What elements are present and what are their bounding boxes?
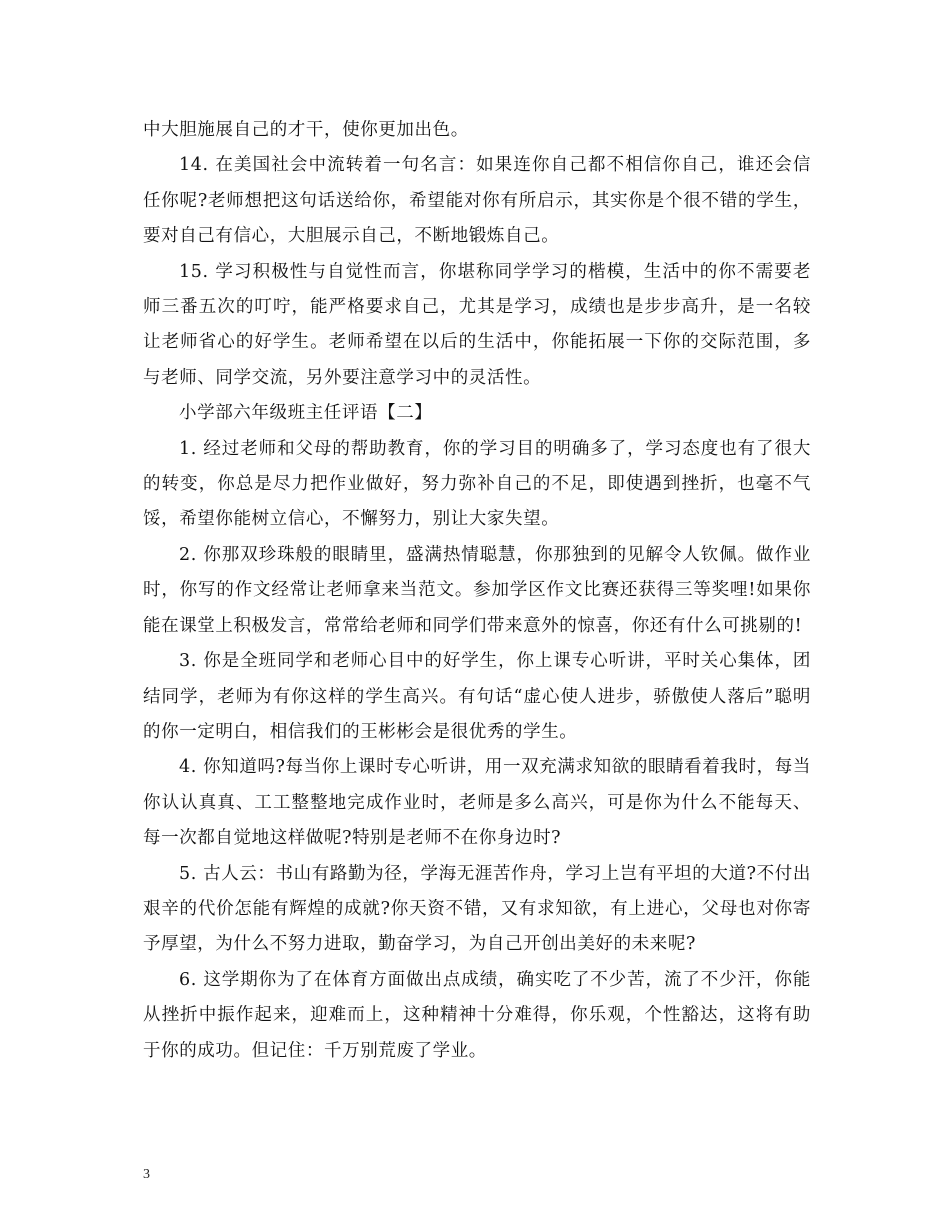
paragraph-item-15: 15. 学习积极性与自觉性而言，你堪称同学学习的楷模，生活中的你不需要老师三番五次的叮咛，能严格要求自己，尤其是学习，成绩也是步步高升，是一名较让老师省心的好学生。老师希望在以后的生活中，你能拓展一下你的交际范围，多与老师、同学交流，另外要注意学习中的灵活性。	[143, 261, 811, 388]
page-number: 3	[143, 1167, 150, 1182]
paragraph-item-2: 2. 你那双珍珠般的眼睛里，盛满热情聪慧，你那独到的见解令人钦佩。做作业时，你写的作文经常让老师拿来当范文。参加学区作文比赛还获得三等奖哩!如果你能在课堂上积极发言，常常给老师和同学们带来意外的惊喜，你还有什么可挑剔的!	[143, 544, 811, 636]
document-body	[143, 113, 811, 1069]
paragraph-item-6: 6. 这学期你为了在体育方面做出点成绩，确实吃了不少苦，流了不少汗，你能从挫折中振作起来，迎难而上，这种精神十分难得，你乐观，个性豁达，这将有助于你的成功。但记住：千万别荒废了学业。	[143, 969, 811, 1061]
paragraph-item-14: 14. 在美国社会中流转着一句名言：如果连你自己都不相信你自己，谁还会信任你呢?老师想把这句话送给你，希望能对你有所启示，其实你是个很不错的学生，要对自己有信心，大胆展示自己，不断地锻炼自己。	[143, 155, 811, 247]
paragraph-item-1: 1. 经过老师和父母的帮助教育，你的学习目的明确多了，学习态度也有了很大的转变，你总是尽力把作业做好，努力弥补自己的不足，即使遇到挫折，也毫不气馁，希望你能树立信心，不懈努力，别让大家失望。	[143, 438, 811, 530]
paragraph-item-5: 5. 古人云：书山有路勤为径，学海无涯苦作舟，学习上岂有平坦的大道?不付出艰辛的代价怎能有辉煌的成就?你天资不错，又有求知欲，有上进心，父母也对你寄予厚望，为什么不努力进取，勤奋学习，为自己开创出美好的未来呢?	[143, 863, 811, 955]
section-heading: 小学部六年级班主任评语【二】	[179, 403, 433, 424]
paragraph-item-3: 3. 你是全班同学和老师心目中的好学生，你上课专心听讲，平时关心集体，团结同学，老师为有你这样的学生高兴。有句话“虚心使人进步，骄傲使人落后”聪明的你一定明白，相信我们的王彬彬会是很优秀的学生。	[143, 651, 811, 742]
paragraph-continuation: 中大胆施展自己的才干，使你更加出色。	[143, 120, 469, 140]
paragraph-item-4: 4. 你知道吗?每当你上课时专心听讲，用一双充满求知欲的眼睛看着我时，每当你认认真真、工工整整地完成作业时，老师是多么高兴，可是你为什么不能每天、每一次都自觉地这样做呢?特别是老师不在你身边时?	[143, 757, 811, 849]
